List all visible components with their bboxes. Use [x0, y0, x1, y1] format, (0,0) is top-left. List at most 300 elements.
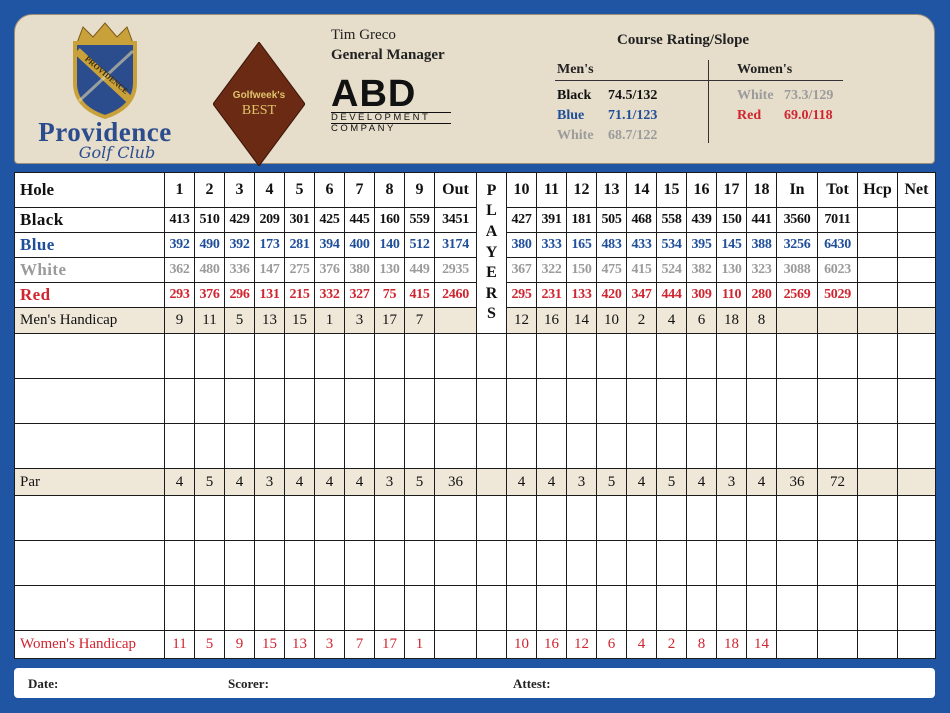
crown-icon [77, 23, 133, 43]
score-cell[interactable] [687, 586, 717, 631]
par-cell: 4 [285, 469, 315, 496]
score-cell[interactable] [597, 586, 627, 631]
score-cell[interactable] [375, 379, 405, 424]
out-cell [435, 631, 477, 659]
score-cell[interactable] [315, 586, 345, 631]
yardage-cell: 394 [315, 232, 345, 257]
player-name-cell[interactable] [15, 541, 165, 586]
score-cell[interactable] [225, 586, 255, 631]
handicap-cell: 2 [657, 631, 687, 659]
yardage-cell: 147 [255, 258, 285, 283]
womens-handicap-row [15, 631, 936, 659]
handicap-cell: 12 [507, 308, 537, 334]
score-cell[interactable] [255, 333, 285, 378]
score-cell[interactable] [858, 541, 898, 586]
score-cell[interactable] [345, 586, 375, 631]
par-cell: 3 [255, 469, 285, 496]
score-cell[interactable] [507, 586, 537, 631]
hcp-cell[interactable] [858, 283, 898, 308]
net-cell[interactable] [898, 232, 936, 257]
hole-number: 11 [537, 173, 567, 208]
handicap-cell: 1 [405, 631, 435, 659]
rating-divider-vertical [708, 60, 709, 143]
score-cell[interactable] [687, 333, 717, 378]
score-cell[interactable] [345, 379, 375, 424]
score-cell[interactable] [717, 541, 747, 586]
par-cell: 4 [165, 469, 195, 496]
score-cell[interactable] [315, 495, 345, 540]
tee-name: Blue [15, 232, 165, 257]
score-cell[interactable] [597, 541, 627, 586]
score-cell[interactable] [195, 495, 225, 540]
score-cell[interactable] [195, 424, 225, 469]
handicap-cell: 16 [537, 631, 567, 659]
score-cell[interactable] [165, 541, 195, 586]
yardage-cell: 388 [747, 232, 777, 257]
empty-cell [858, 469, 898, 496]
score-cell[interactable] [285, 424, 315, 469]
score-cell[interactable] [315, 541, 345, 586]
score-cell[interactable] [858, 495, 898, 540]
score-cell[interactable] [777, 541, 818, 586]
yardage-cell: 110 [717, 283, 747, 308]
handicap-cell: 3 [345, 308, 375, 334]
par-in: 36 [777, 469, 818, 496]
players-spacer [477, 469, 507, 496]
handicap-cell: 3 [315, 631, 345, 659]
yardage-cell: 75 [375, 283, 405, 308]
score-cell[interactable] [375, 424, 405, 469]
score-cell[interactable] [435, 495, 477, 540]
score-cell[interactable] [627, 541, 657, 586]
score-cell[interactable] [285, 586, 315, 631]
yardage-cell: 280 [747, 283, 777, 308]
score-cell[interactable] [747, 541, 777, 586]
players-spacer [477, 333, 507, 378]
score-cell[interactable] [717, 495, 747, 540]
hcp-cell[interactable] [858, 232, 898, 257]
manager-name: Tim Greco [331, 27, 396, 43]
abd-development-logo [331, 73, 451, 134]
handicap-cell: 15 [255, 631, 285, 659]
score-cell[interactable] [405, 495, 435, 540]
players-spacer [477, 379, 507, 424]
score-cell[interactable] [818, 495, 858, 540]
par-cell: 3 [567, 469, 597, 496]
score-cell[interactable] [165, 586, 195, 631]
par-cell: 5 [657, 469, 687, 496]
score-cell[interactable] [537, 424, 567, 469]
score-cell[interactable] [225, 495, 255, 540]
yardage-cell: 367 [507, 258, 537, 283]
par-cell: 5 [597, 469, 627, 496]
score-cell[interactable] [225, 333, 255, 378]
score-cell[interactable] [345, 495, 375, 540]
players-letter: R [485, 284, 498, 302]
score-cell[interactable] [627, 379, 657, 424]
score-cell[interactable] [567, 333, 597, 378]
score-cell[interactable] [777, 424, 818, 469]
hole-number: 9 [405, 173, 435, 208]
score-cell[interactable] [898, 333, 936, 378]
score-cell[interactable] [345, 541, 375, 586]
hole-number: 18 [747, 173, 777, 208]
score-cell[interactable] [597, 495, 627, 540]
score-cell[interactable] [255, 424, 285, 469]
score-cell[interactable] [818, 424, 858, 469]
score-cell[interactable] [507, 495, 537, 540]
par-row [15, 469, 936, 496]
score-cell[interactable] [285, 541, 315, 586]
par-cell: 4 [225, 469, 255, 496]
score-cell[interactable] [405, 424, 435, 469]
handicap-cell: 10 [597, 308, 627, 334]
attest-label: Attest: [513, 676, 551, 691]
score-cell[interactable] [375, 586, 405, 631]
yardage-cell: 380 [507, 232, 537, 257]
card-header [14, 14, 935, 164]
score-cell[interactable] [435, 379, 477, 424]
yardage-cell: 275 [285, 258, 315, 283]
yardage-cell: 429 [225, 207, 255, 232]
tot-total: 6430 [818, 232, 858, 257]
score-cell[interactable] [285, 333, 315, 378]
tee-name: Black [15, 207, 165, 232]
score-cell[interactable] [657, 495, 687, 540]
score-cell[interactable] [747, 333, 777, 378]
score-cell[interactable] [858, 586, 898, 631]
hcp-label: Hcp [858, 173, 898, 208]
yardage-cell: 131 [255, 283, 285, 308]
womens-rating-tee: Red [737, 108, 762, 123]
score-cell[interactable] [435, 586, 477, 631]
score-cell[interactable] [898, 586, 936, 631]
score-cell[interactable] [375, 495, 405, 540]
players-label [477, 173, 507, 334]
score-cell[interactable] [195, 586, 225, 631]
score-cell[interactable] [405, 541, 435, 586]
handicap-cell: 4 [627, 631, 657, 659]
players-letter: L [486, 202, 497, 220]
score-cell[interactable] [858, 333, 898, 378]
handicap-cell: 13 [255, 308, 285, 334]
yardage-cell: 173 [255, 232, 285, 257]
yardage-cell: 380 [345, 258, 375, 283]
yardage-cell: 281 [285, 232, 315, 257]
score-cell[interactable] [818, 586, 858, 631]
score-cell[interactable] [657, 379, 687, 424]
player-name-cell[interactable] [15, 333, 165, 378]
score-cell[interactable] [627, 586, 657, 631]
score-cell[interactable] [165, 333, 195, 378]
handicap-cell: 6 [597, 631, 627, 659]
handicap-cell: 11 [165, 631, 195, 659]
handicap-cell: 8 [747, 308, 777, 334]
score-cell[interactable] [818, 379, 858, 424]
tot-total: 7011 [818, 207, 858, 232]
score-cell[interactable] [537, 586, 567, 631]
score-cell[interactable] [195, 333, 225, 378]
par-cell: 5 [405, 469, 435, 496]
yardage-cell: 391 [537, 207, 567, 232]
score-cell[interactable] [747, 495, 777, 540]
score-cell[interactable] [777, 379, 818, 424]
score-cell[interactable] [717, 586, 747, 631]
yardage-cell: 468 [627, 207, 657, 232]
empty-cell [858, 308, 898, 334]
score-cell[interactable] [717, 424, 747, 469]
score-cell[interactable] [435, 424, 477, 469]
yardage-cell: 362 [165, 258, 195, 283]
hole-number: 12 [567, 173, 597, 208]
yardage-cell: 231 [537, 283, 567, 308]
score-cell[interactable] [898, 379, 936, 424]
hole-number: 15 [657, 173, 687, 208]
score-cell[interactable] [195, 541, 225, 586]
score-cell[interactable] [627, 333, 657, 378]
empty-cell [858, 631, 898, 659]
net-cell[interactable] [898, 207, 936, 232]
mens-rating-tee: Black [557, 88, 592, 103]
players-letter: S [487, 305, 496, 323]
yardage-cell: 415 [405, 283, 435, 308]
in-total: 3088 [777, 258, 818, 283]
player-score-row [15, 495, 936, 540]
score-cell[interactable] [507, 379, 537, 424]
players-spacer [477, 586, 507, 631]
score-cell[interactable] [405, 379, 435, 424]
svg-text:BEST: BEST [241, 103, 277, 118]
score-cell[interactable] [777, 333, 818, 378]
score-cell[interactable] [315, 379, 345, 424]
players-letter: P [486, 181, 497, 199]
yardage-cell: 449 [405, 258, 435, 283]
score-cell[interactable] [255, 586, 285, 631]
hole-number: 14 [627, 173, 657, 208]
yardage-cell: 505 [597, 207, 627, 232]
score-cell[interactable] [567, 495, 597, 540]
yardage-cell: 558 [657, 207, 687, 232]
yardage-cell: 445 [345, 207, 375, 232]
player-score-row [15, 379, 936, 424]
tee-row-white [15, 258, 936, 283]
handicap-cell: 18 [717, 308, 747, 334]
score-cell[interactable] [255, 541, 285, 586]
handicap-cell: 10 [507, 631, 537, 659]
yardage-cell: 392 [225, 232, 255, 257]
yardage-cell: 490 [195, 232, 225, 257]
in-total: 3256 [777, 232, 818, 257]
yardage-cell: 296 [225, 283, 255, 308]
score-cell[interactable] [195, 379, 225, 424]
handicap-cell: 15 [285, 308, 315, 334]
handicap-cell: 2 [627, 308, 657, 334]
score-cell[interactable] [687, 424, 717, 469]
par-cell: 4 [507, 469, 537, 496]
empty-cell [898, 469, 936, 496]
score-cell[interactable] [165, 379, 195, 424]
hole-number: 17 [717, 173, 747, 208]
score-cell[interactable] [435, 333, 477, 378]
out-total: 3451 [435, 207, 477, 232]
svg-text:Golf Club: Golf Club [78, 143, 156, 161]
score-cell[interactable] [537, 333, 567, 378]
par-cell: 4 [627, 469, 657, 496]
handicap-cell: 13 [285, 631, 315, 659]
par-cell: 3 [375, 469, 405, 496]
score-cell[interactable] [687, 379, 717, 424]
hcp-cell[interactable] [858, 207, 898, 232]
score-cell[interactable] [597, 333, 627, 378]
yardage-cell: 332 [315, 283, 345, 308]
yardage-cell: 415 [627, 258, 657, 283]
score-cell[interactable] [657, 333, 687, 378]
score-cell[interactable] [858, 379, 898, 424]
player-name-cell[interactable] [15, 586, 165, 631]
par-cell: 5 [195, 469, 225, 496]
net-cell[interactable] [898, 258, 936, 283]
score-cell[interactable] [345, 333, 375, 378]
tee-row-black [15, 207, 936, 232]
empty-cell [818, 308, 858, 334]
players-letter: Y [485, 243, 498, 261]
handicap-cell: 18 [717, 631, 747, 659]
tot-label: Tot [818, 173, 858, 208]
score-cell[interactable] [747, 424, 777, 469]
score-cell[interactable] [717, 333, 747, 378]
hole-number: 13 [597, 173, 627, 208]
score-cell[interactable] [567, 424, 597, 469]
hole-number: 1 [165, 173, 195, 208]
yardage-cell: 130 [717, 258, 747, 283]
score-cell[interactable] [717, 379, 747, 424]
score-cell[interactable] [898, 495, 936, 540]
score-cell[interactable] [687, 541, 717, 586]
score-cell[interactable] [375, 541, 405, 586]
yardage-cell: 295 [507, 283, 537, 308]
score-cell[interactable] [898, 424, 936, 469]
yardage-cell: 439 [687, 207, 717, 232]
score-cell[interactable] [255, 495, 285, 540]
score-cell[interactable] [567, 586, 597, 631]
yardage-cell: 165 [567, 232, 597, 257]
out-total: 2460 [435, 283, 477, 308]
golfweeks-best-badge [213, 42, 305, 166]
in-total: 3560 [777, 207, 818, 232]
yardage-cell: 475 [597, 258, 627, 283]
score-cell[interactable] [777, 586, 818, 631]
yardage-cell: 209 [255, 207, 285, 232]
womens-rating-tee: White [737, 88, 774, 103]
score-cell[interactable] [285, 379, 315, 424]
score-cell[interactable] [657, 586, 687, 631]
players-spacer [477, 631, 507, 659]
score-cell[interactable] [567, 541, 597, 586]
score-cell[interactable] [818, 333, 858, 378]
score-cell[interactable] [315, 333, 345, 378]
score-cell[interactable] [225, 541, 255, 586]
hcp-cell[interactable] [858, 258, 898, 283]
score-cell[interactable] [627, 424, 657, 469]
score-cell[interactable] [225, 379, 255, 424]
handicap-cell: 16 [537, 308, 567, 334]
course-rating-title: Course Rating/Slope [617, 32, 750, 48]
handicap-cell: 1 [315, 308, 345, 334]
score-cell[interactable] [858, 424, 898, 469]
tot-total: 5029 [818, 283, 858, 308]
mens-handicap-label: Men's Handicap [15, 308, 165, 334]
yardage-cell: 510 [195, 207, 225, 232]
score-cell[interactable] [777, 495, 818, 540]
score-cell[interactable] [898, 541, 936, 586]
svg-text:Providence: Providence [38, 117, 172, 147]
par-cell: 4 [315, 469, 345, 496]
empty-cell [818, 631, 858, 659]
score-cell[interactable] [435, 541, 477, 586]
player-name-cell[interactable] [15, 424, 165, 469]
yardage-cell: 347 [627, 283, 657, 308]
par-cell: 4 [345, 469, 375, 496]
score-cell[interactable] [507, 333, 537, 378]
score-cell[interactable] [537, 379, 567, 424]
score-cell[interactable] [747, 379, 777, 424]
yardage-cell: 327 [345, 283, 375, 308]
yardage-cell: 395 [687, 232, 717, 257]
score-cell[interactable] [657, 424, 687, 469]
score-cell[interactable] [255, 379, 285, 424]
score-cell[interactable] [345, 424, 375, 469]
par-cell: 3 [717, 469, 747, 496]
score-cell[interactable] [165, 424, 195, 469]
score-cell[interactable] [818, 541, 858, 586]
score-cell[interactable] [537, 495, 567, 540]
score-cell[interactable] [375, 333, 405, 378]
score-cell[interactable] [285, 495, 315, 540]
score-cell[interactable] [225, 424, 255, 469]
score-cell[interactable] [687, 495, 717, 540]
score-cell[interactable] [627, 495, 657, 540]
player-name-cell[interactable] [15, 379, 165, 424]
score-cell[interactable] [747, 586, 777, 631]
handicap-cell: 8 [687, 631, 717, 659]
score-cell[interactable] [597, 424, 627, 469]
hole-number: 2 [195, 173, 225, 208]
handicap-cell: 17 [375, 308, 405, 334]
score-cell[interactable] [405, 586, 435, 631]
handicap-cell: 17 [375, 631, 405, 659]
empty-cell [898, 308, 936, 334]
score-cell[interactable] [405, 333, 435, 378]
score-cell[interactable] [165, 495, 195, 540]
hole-header-row [15, 173, 936, 208]
player-name-cell[interactable] [15, 495, 165, 540]
yardage-cell: 483 [597, 232, 627, 257]
score-cell[interactable] [507, 424, 537, 469]
score-cell[interactable] [507, 541, 537, 586]
manager-title: General Manager [331, 47, 445, 63]
score-cell[interactable] [567, 379, 597, 424]
score-cell[interactable] [537, 541, 567, 586]
score-cell[interactable] [597, 379, 627, 424]
score-cell[interactable] [315, 424, 345, 469]
score-cell[interactable] [657, 541, 687, 586]
yardage-cell: 382 [687, 258, 717, 283]
net-cell[interactable] [898, 283, 936, 308]
tee-row-blue [15, 232, 936, 257]
players-spacer [477, 495, 507, 540]
rating-divider-horizontal [555, 80, 843, 81]
players-spacer [477, 424, 507, 469]
